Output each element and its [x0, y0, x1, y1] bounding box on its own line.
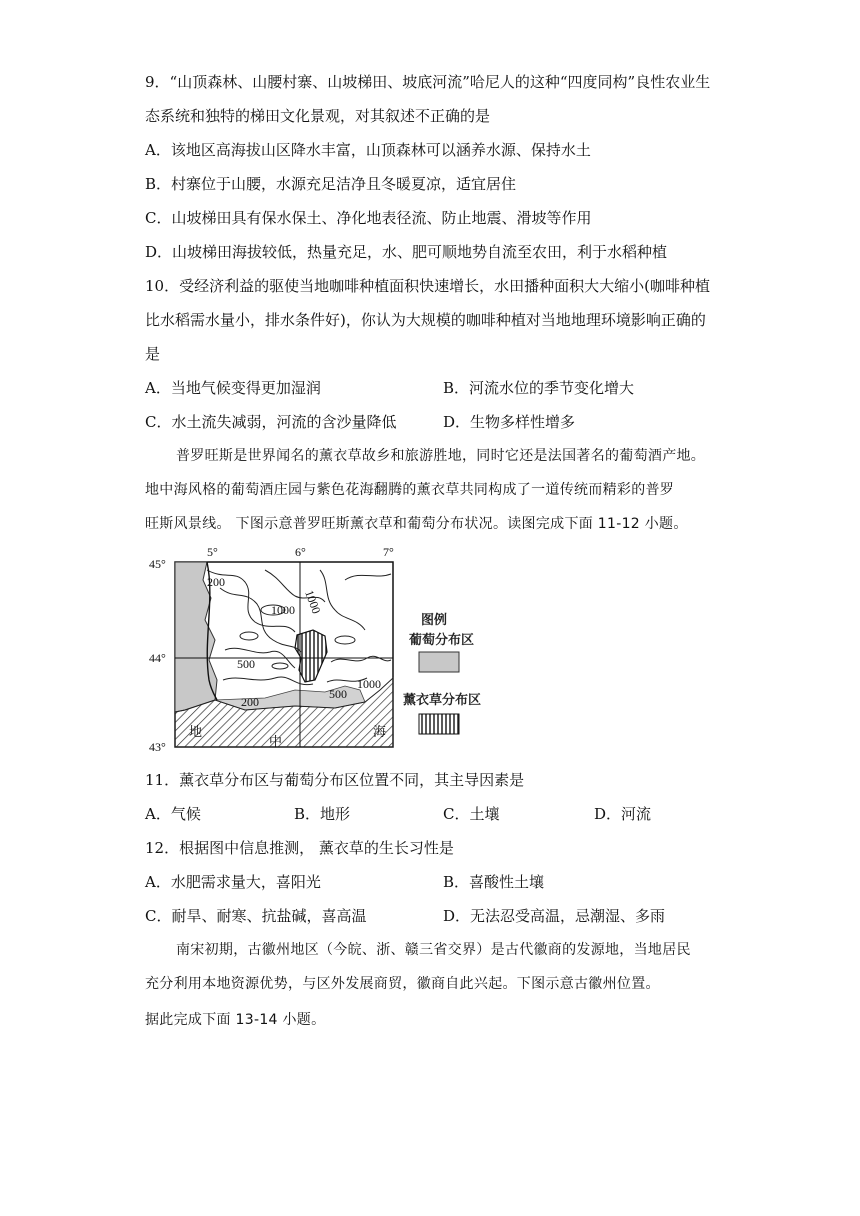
legend-lavender-label: 薰衣草分布区 [403, 693, 482, 708]
q9-option-d: D．山坡梯田海拔较低，热量充足，水、肥可顺地势自流至农田，利于水稻种植 [145, 243, 668, 261]
q12-option-c: C．耐旱、耐寒、抗盐碱，喜高温 [145, 907, 367, 925]
passage1-line2: 地中海风格的葡萄酒庄园与紫色花海翻腾的薰衣草共同构成了一道传统而精彩的普罗 [145, 482, 675, 498]
contour-200-south: 200 [241, 695, 259, 709]
q9-option-a: A．该地区高海拔山区降水丰富，山顶森林可以涵养水源、保持水土 [145, 141, 591, 159]
lon-label-7: 7° [383, 545, 394, 559]
sea-char-zhong: 中 [269, 734, 283, 749]
contour-1000-east: 1000 [357, 677, 381, 691]
contour-200-north: 200 [207, 575, 225, 589]
q12-option-d: D．无法忍受高温，忌潮湿、多雨 [443, 907, 666, 925]
q10-stem-line3: 是 [145, 345, 161, 363]
q12-stem: 12．根据图中信息推测， 薰衣草的生长习性是 [145, 839, 454, 857]
q11-option-b: B．地形 [294, 805, 351, 823]
q10-option-c: C．水土流失减弱，河流的含沙量降低 [145, 413, 397, 431]
legend-title: 图例 [421, 613, 448, 628]
contour-500-west: 500 [237, 657, 255, 671]
provence-distribution-map [145, 540, 495, 755]
legend-grape-label: 葡萄分布区 [409, 633, 475, 648]
passage2-line2: 充分利用本地资源优势，与区外发展商贸，徽商自此兴起。下图示意古徽州位置。 [145, 976, 660, 992]
q10-option-d: D．生物多样性增多 [443, 413, 576, 431]
passage1-line3: 旺斯风景线。 下图示意普罗旺斯薰衣草和葡萄分布状况。读图完成下面 11-12 小题。 [145, 516, 688, 532]
q9-stem-line1: 9．“山顶森林、山腰村寨、山坡梯田、坡底河流”哈尼人的这种“四度同构”良性农业生 [145, 73, 711, 91]
q11-option-c: C．土壤 [443, 805, 500, 823]
q11-option-a: A．气候 [145, 805, 201, 823]
contour-1000-north: 1000 [302, 588, 324, 616]
q11-stem: 11．薰衣草分布区与葡萄分布区位置不同，其主导因素是 [145, 771, 525, 789]
passage1-line1: 普罗旺斯是世界闻名的薰衣草故乡和旅游胜地，同时它还是法国著名的葡萄酒产地。 [176, 448, 706, 464]
legend-lavender-swatch [419, 714, 459, 734]
q10-stem-line1: 10．受经济利益的驱使当地咖啡种植面积快速增长，水田播种面积大大缩小(咖啡种植 [145, 277, 710, 295]
q12-option-a: A．水肥需求量大，喜阳光 [145, 873, 321, 891]
q9-option-b: B．村寨位于山腰，水源充足洁净且冬暖夏凉，适宜居住 [145, 175, 517, 193]
sea-char-hai: 海 [373, 724, 387, 739]
lon-label-5: 5° [207, 545, 218, 559]
map-frame [175, 562, 393, 747]
contour-500-east: 500 [329, 687, 347, 701]
q10-option-b: B．河流水位的季节变化增大 [443, 379, 635, 397]
legend-grape-swatch [419, 652, 459, 672]
q10-option-a: A．当地气候变得更加湿润 [145, 379, 321, 397]
q9-stem-line2: 态系统和独特的梯田文化景观，对其叙述不正确的是 [145, 107, 491, 125]
q10-stem-line2: 比水稻需水量小，排水条件好)，你认为大规模的咖啡种植对当地地理环境影响正确的 [145, 311, 706, 329]
lat-label-44: 44° [149, 651, 166, 665]
q11-option-d: D．河流 [594, 805, 652, 823]
lat-label-45: 45° [149, 557, 166, 571]
passage2-line3: 据此完成下面 13-14 小题。 [145, 1012, 326, 1028]
contour-1000-center: 1000 [271, 603, 295, 617]
q12-option-b: B．喜酸性土壤 [443, 873, 545, 891]
passage2-line1: 南宋初期，古徽州地区（今皖、浙、赣三省交界）是古代徽商的发源地，当地居民 [176, 942, 691, 958]
lon-label-6: 6° [295, 545, 306, 559]
lat-label-43: 43° [149, 740, 166, 754]
map-legend [403, 612, 481, 734]
q9-option-c: C．山坡梯田具有保水保土、净化地表径流、防止地震、滑坡等作用 [145, 209, 592, 227]
sea-char-di: 地 [189, 724, 203, 739]
